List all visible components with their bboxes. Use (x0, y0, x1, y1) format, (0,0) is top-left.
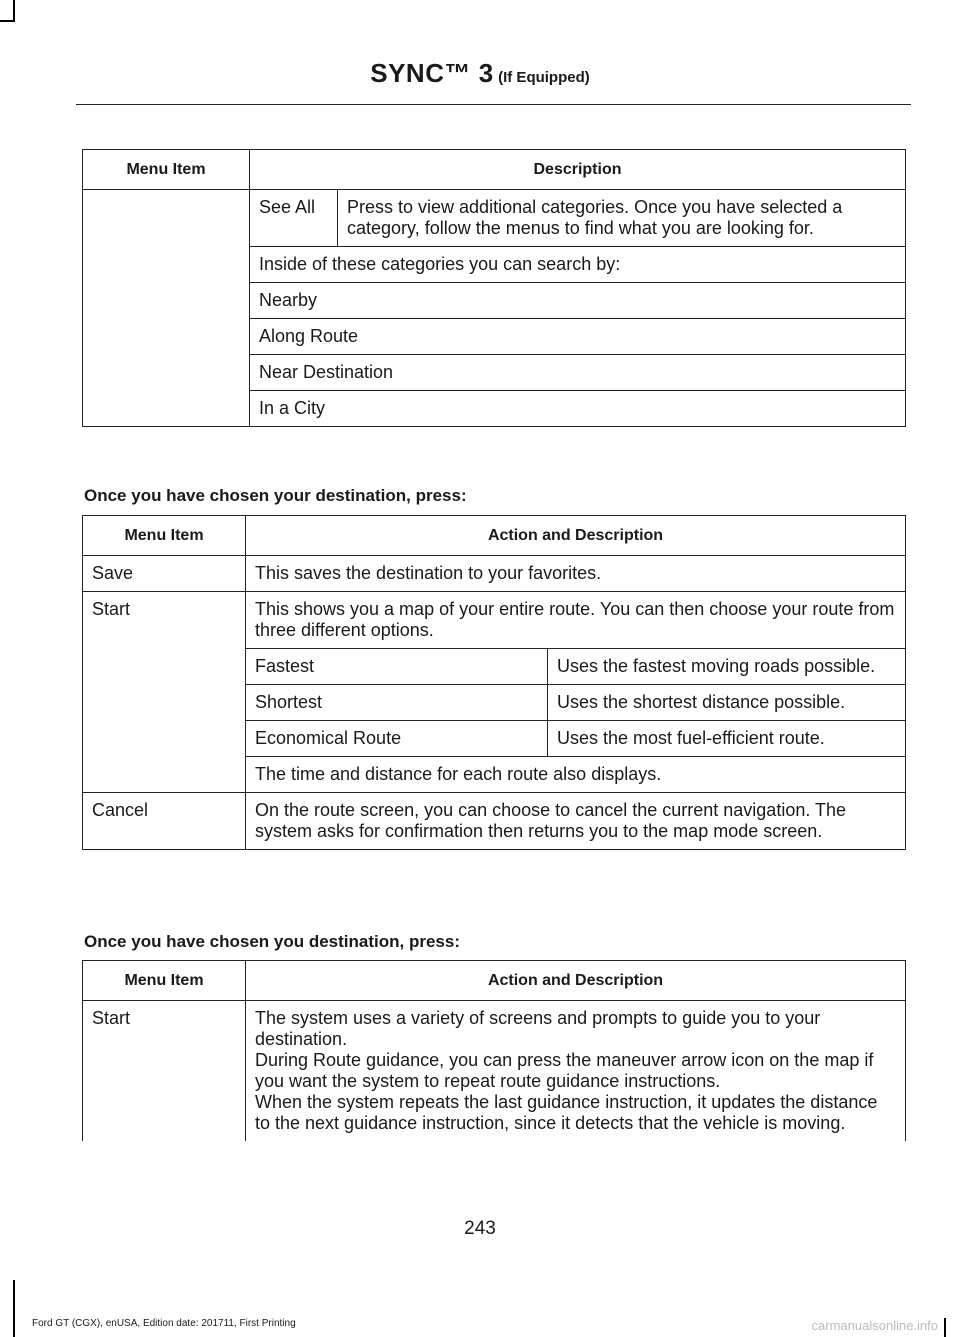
col-header-menu-item: Menu Item (83, 150, 250, 190)
col-header-action: Action and Description (246, 961, 906, 1001)
start-text: This shows you a map of your entire route. You can then choose your route from three different options. (246, 592, 906, 649)
table-search-categories (82, 149, 906, 427)
table-row: Inside of these categories you can search by: (250, 247, 906, 283)
header-subtitle: (If Equipped) (498, 69, 590, 86)
crop-mark (13, 1280, 15, 1337)
page-header (0, 58, 960, 89)
guidance-paragraph: During Route guidance, you can press the maneuver arrow icon on the map if you want the system to repeat route guidance instructions. (255, 1050, 874, 1091)
crop-mark (0, 20, 15, 22)
col-header-action: Action and Description (246, 516, 906, 556)
route-option-text: Uses the most fuel-efficient route. (548, 721, 906, 757)
cancel-label: Cancel (83, 793, 246, 850)
empty-menu-cell (83, 190, 250, 427)
section-heading: Once you have chosen you destination, press: (84, 932, 460, 951)
see-all-text: Press to view additional categories. Once you have selected a category, follow the menus to find what you are looking for. (338, 190, 906, 247)
header-rule (76, 104, 911, 105)
header-title: SYNC™ 3 (370, 58, 494, 88)
guidance-paragraph: The system uses a variety of screens and prompts to guide you to your destination. (255, 1008, 821, 1049)
start-label: Start (83, 592, 246, 793)
route-option-name: Economical Route (246, 721, 548, 757)
table-row: Nearby (250, 283, 906, 319)
table-row: In a City (250, 391, 906, 427)
route-option-text: Uses the fastest moving roads possible. (548, 649, 906, 685)
table-row: Near Destination (250, 355, 906, 391)
save-text: This saves the destination to your favorites. (246, 556, 906, 592)
crop-mark (944, 1318, 946, 1337)
page-number: 243 (464, 1218, 496, 1239)
save-label: Save (83, 556, 246, 592)
route-option-text: Uses the shortest distance possible. (548, 685, 906, 721)
edition-footer: Ford GT (CGX), enUSA, Edition date: 201711, First Printing (32, 1318, 296, 1329)
col-header-description: Description (250, 150, 906, 190)
guidance-paragraph: When the system repeats the last guidance instruction, it updates the distance to the next guidance instruction, since it detects that the vehicle is moving. (255, 1092, 878, 1133)
start-label: Start (83, 1001, 246, 1142)
col-header-menu-item: Menu Item (83, 961, 246, 1001)
watermark: carmanualsonline.info (811, 1318, 938, 1333)
route-option-name: Shortest (246, 685, 548, 721)
section-heading: Once you have chosen your destination, press: (84, 486, 467, 505)
table-guidance (82, 960, 906, 1141)
cancel-text: On the route screen, you can choose to cancel the current navigation. The system asks for confirmation then returns you to the map mode screen. (246, 793, 906, 850)
route-option-name: Fastest (246, 649, 548, 685)
see-all-label: See All (250, 190, 338, 247)
table-destination-actions (82, 515, 906, 850)
col-header-menu-item: Menu Item (83, 516, 246, 556)
route-note: The time and distance for each route also displays. (246, 757, 906, 793)
crop-mark (13, 0, 15, 20)
table-row: Along Route (250, 319, 906, 355)
